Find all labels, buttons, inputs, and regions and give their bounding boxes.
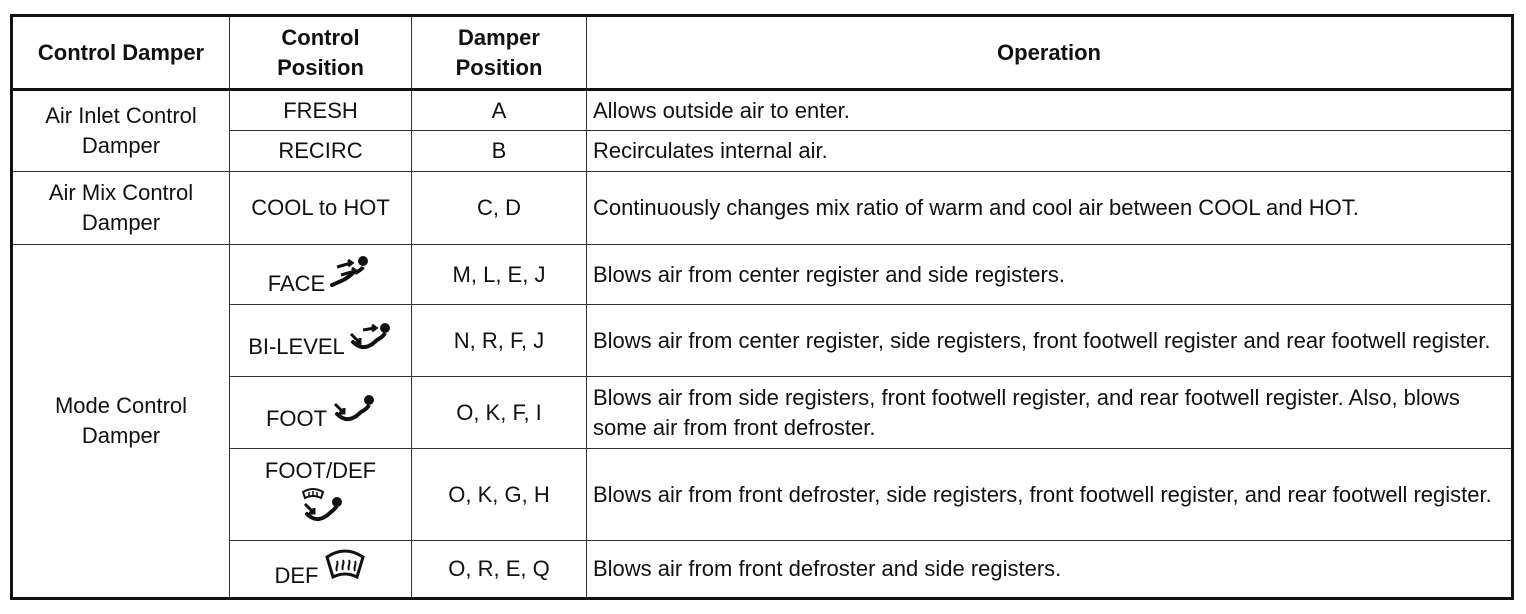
damper-position-cell: B [412,131,587,172]
damper-position-cell: C, D [412,172,587,245]
position-label: BI-LEVEL [248,333,345,359]
bi-level-mode-icon [349,320,393,362]
control-position-cell: FRESH [230,90,412,131]
damper-position-cell: A [412,90,587,131]
operation-cell: Blows air from side registers, front footwell register, and rear footwell register. Also, blows some air from front defroster. [587,377,1513,449]
control-position-cell: RECIRC [230,131,412,172]
table-row [12,245,1513,305]
control-position-cell [230,377,412,449]
operation-cell: Recirculates internal air. [587,131,1513,172]
damper-position-cell: O, R, E, Q [412,541,587,599]
foot-mode-icon [331,392,375,434]
damper-position-cell: O, K, F, I [412,377,587,449]
operation-cell: Blows air from center register and side registers. [587,245,1513,305]
operation-cell: Blows air from front defroster and side registers. [587,541,1513,599]
damper-position-cell: M, L, E, J [412,245,587,305]
header-control-position: Control Position [230,16,412,90]
header-operation: Operation [587,16,1513,90]
table-row [12,449,1513,541]
control-damper-cell: Air Inlet Control Damper [12,90,230,172]
face-mode-icon [329,251,373,299]
control-damper-cell: Air Mix Control Damper [12,172,230,245]
control-position-cell: COOL to HOT [230,172,412,245]
table-row [12,90,1513,131]
control-position-cell [230,305,412,377]
header-damper-position: Damper Position [412,16,587,90]
control-position-cell [230,541,412,599]
foot-def-mode-icon [236,486,405,534]
table-row [12,172,1513,245]
control-damper-cell: Mode Control Damper [12,245,230,599]
damper-position-cell: O, K, G, H [412,449,587,541]
table-row [12,541,1513,599]
damper-operation-table [10,14,1514,600]
control-position-cell [230,245,412,305]
table-row [12,305,1513,377]
defrost-icon [323,547,367,591]
header-row [12,16,1513,90]
control-position-cell [230,449,412,541]
operation-cell: Blows air from center register, side registers, front footwell register and rear footwell register. [587,305,1513,377]
operation-cell: Blows air from front defroster, side registers, front footwell register, and rear footwell register. [587,449,1513,541]
header-control-damper: Control Damper [12,16,230,90]
table-row [12,131,1513,172]
operation-cell: Allows outside air to enter. [587,90,1513,131]
damper-position-cell: N, R, F, J [412,305,587,377]
position-label: FOOT/DEF [264,457,377,483]
table-row [12,377,1513,449]
position-label: FACE [267,270,326,296]
operation-cell: Continuously changes mix ratio of warm and cool air between COOL and HOT. [587,172,1513,245]
position-label: FOOT [265,405,328,431]
position-label: DEF [274,563,319,588]
